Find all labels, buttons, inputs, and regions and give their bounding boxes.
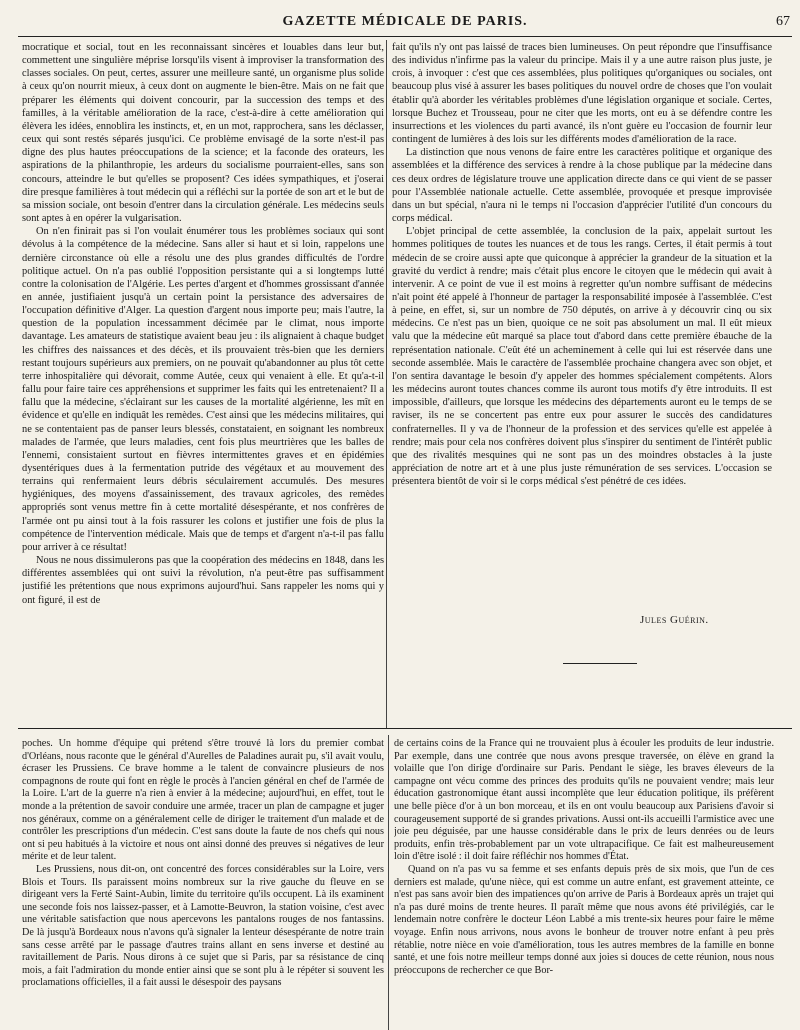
paragraph: poches. Un homme d'équipe qui prétend s'être trouvé là lors du premier combat d'Orléans, nous raconte que le général d'Aurelles de Paladines aurait pu, s'il avait voulu, écraser les Prussiens. Ce brave homme a le talent de convaincre plusieurs de nos compagnons de route qui font en règle le procès à l'ancien général en chef de l'armée de la Loire. L'art de la guerre n'a rien à envier à la médecine; aujourd'hui, en effet, tout le monde a la prétention de savoir conduire une armée, tracer un plan de campagne et juger nos généraux, comme on a généralement celle de diriger le traitement d'un malade et de contrôler les prescriptions d'un médecin. C'est sans doute la faute de nos chefs qui nous ont si peu habitués à la victoire et nous ont ainsi donné des preuves si négatives de leur mérite et de leur talent. <box>22 738 384 863</box>
paragraph: de certains coins de la France qui ne trouvaient plus à écouler les produits de leur industrie. Par exemple, dans une contrée que nous avons presque traversée, on élève en grand la volaille que l'on dirige d'ordinaire sur Paris. Pendant le siège, les braves éleveurs de la campagne ont vécu comme des princes des produits qu'ils ne pouvaient vendre; mais leur éducation gastronomique étant aussi incomplète que leur éducation politique, ils préfèrent une belle pièce d'or à un bon morceau, et ils en ont voulu beaucoup aux Parisiens d'avoir si courageusement supporté de si grandes privations. Aussi ont-ils accueilli l'armistice avec une joie peu déguisée, par une hausse considérable dans le prix de leurs denrées ou de leurs produits, enfin très-probablement par un vote ultrapacifique. Ce fait est malheureusement loin d'être isolé : il doit faire réfléchir nos hommes d'État. <box>394 738 774 863</box>
page-number: 67 <box>776 14 790 29</box>
paragraph: La distinction que nous venons de faire entre les caractères politique et organique des assemblées et la différence des services à rendre à la chose publique par la médecine dans ces deux ordres de législature trouve une application directe dans ce qui vient de se passer pour l'Assemblée nationale actuelle. Cette assemblée, provoquée et presque improvisée dans un but spécial, n'aura ni le temps ni l'occasion d'apprécier l'utilité d'un concours du corps médical. <box>392 147 772 225</box>
header-rule <box>18 36 792 37</box>
column-left-upper <box>22 41 384 724</box>
paragraph: fait qu'ils n'y ont pas laissé de traces bien lumineuses. On peut répondre que l'insuffisance des individus n'infirme pas la valeur du principe. Mais il y a une autre raison plus juste, je crois, à invoquer : c'est que ces assemblées, plus politiques qu'organiques ou sociales, ont beaucoup plus visé à assurer les bases politiques du nouvel ordre de choses que l'on voulait établir qu'à aborder les véritables problèmes d'une législation organique et sociale. Certes, lorsque Buchez et Trousseau, pour ne citer que les morts, ont eu à se défendre contre les insurrections et les violences du parti avancé, ils n'ont guère eu l'occasion de fournir leur contingent de lumières à des lois sur les différents modes d'amélioration de la race. <box>392 42 772 146</box>
journal-title: GAZETTE MÉDICALE DE PARIS. <box>282 14 528 29</box>
column-right-lower <box>394 738 774 1028</box>
paragraph: mocratique et social, tout en les reconnaissant sincères et louables dans leur but, commettent une singulière méprise lorsqu'ils visent à improviser la transformation des classes sociales. On peut, certes, assurer une meilleure santé, un organisme plus solide à ceux qu'on nourrit mieux, à ceux dont on augmente le bien-être. Mais on ne fait que préparer les éléments qui doivent concourir, par la succession des temps et des familles, à la véritable amélioration de la race, c'est-à-dire à cette amélioration qui élèvera les idées, ennoblira les instincts, et, en un mot, rapprochera, sans les déclasser, ceux qui sont restés séparés jusqu'ici. Ce problème envisagé de la sorte n'est-il pas digne des plus hautes préoccupations de la science; et la faconde des orateurs, les aspirations de la philanthropie, les ardeurs du socialisme pourraient-elles, sans son concours, atteindre le but qu'elles se proposent? Ces idées sympathiques, et j'oserai dire presque familières à tout médecin qui a réfléchi sur la portée de son art et le but de sa mission sociale, ont besoin d'entrer dans la circulation générale. Les médecins seuls sont aptes à en opérer la vulgarisation. <box>22 42 384 225</box>
paragraph: On n'en finirait pas si l'on voulait énumérer tous les problèmes sociaux qui sont dévolus à la compétence de la médecine. Sans aller si haut et si loin, rappelons une dernière circonstance où elle a résolu une des plus grandes difficultés de l'ordre politique actuel. On n'a pas oublié l'opposition persistante qui a si longtemps lutté contre la colonisation de l'Algérie. Les pertes d'argent et d'hommes grossissant d'année en année, justifiaient jusqu'à un certain point la persistance des adversaires de l'occupation définitive d'Alger. La question d'argent nous importe peu; mais l'autre, la question de la population incessamment décimée par le climat, nous importe davantage. Les amateurs de statistique avaient beau jeu : ils alignaient à chaque budget les chiffres des naissances et des décès, et ils prouvaient très-bien que les derniers restant toujours supérieurs aux premiers, on ne pouvait qu'abandonner au plus tôt cette terre inhospitalière qui dévorait, comme Autée, ceux qui venaient à elle. Et qu'a-t-il fallu pour faire taire ces appréhensions et supprimer les faits qui les entretenaient? Il a fallu que la médecine, s'éclairant sur les causes de la mortalité algérienne, les mît en évidence et qu'elle en indiquât les remèdes. C'est ainsi que les médecins militaires, qui ne se contentaient pas de panser leurs blessés, constataient, en soignant les nombreux malades de l'armée, que leurs maladies, cent fois plus meurtrières que les balles de l'ennemi, consistaient surtout en fièvres intermittentes graves et en épidémies dysentériques dues à la fermentation putride des végétaux et au mouvement des terrains qui renfermaient leurs débris séculairement accumulés. Des mesures hygiéniques, des moyens d'assainissement, des travaux agricoles, des remèdes appropriés sont venus mettre fin à cette mortalité désespérante, et nos confrères de l'armée ont pu ainsi tout à la fois rassurer les colons et justifier une fois de plus la compétence de l'intervention médicale. Mais que de temps et d'argent n'a-t-il pas fallu pour arriver à ce résultat! <box>22 226 384 553</box>
author-signature: Jules Guérin. <box>640 614 709 626</box>
feuilleton-rule <box>18 728 792 729</box>
column-right-upper <box>392 41 772 621</box>
section-separator <box>563 663 637 664</box>
column-divider <box>386 40 387 728</box>
paragraph: L'objet principal de cette assemblée, la conclusion de la paix, appelait surtout les hommes politiques de toutes les nuances et de tous les rangs. Certes, il était permis à tout médecin de se croire aussi apte que quiconque à apprécier la grandeur de la situation et la gravité du verdict à rendre; mais c'était plus encore le citoyen que le médecin qui avait à intervenir. A ce point de vue il est moins à regretter qu'un nombre suffisant de médecins n'ait point été appelé à l'honneur de partager la responsabilité imposée à l'assemblée. C'est à peine, en effet, si, sur un nombre de 750 députés, on arrive à y découvrir cinq ou six médecins. Ce n'est pas un bien, quoique ce ne soit pas absolument un mal. Il eût mieux valu que la médecine eût marqué sa place tout d'abord dans cette première ébauche de la représentation nationale. C'eût été un acheminement à celle qui lui est réservée dans une seconde assemblée. Mais le caractère de l'assemblée prochaine changera avec son objet, et l'on sentira davantage le besoin d'y appeler des hommes spécialement compétents. Alors les médecins auront toutes chances comme ils auront tous motifs d'y être introduits. Il est impossible, d'ailleurs, que lorsque les médecins des départements auront eu le temps de se raviser, ils ne se concertent pas entre eux pour assurer le succès des candidatures confraternelles. Il y va de l'honneur de la profession et des services qu'elle est appelée à rendre; mais pour cela nos confrères doivent plus s'inspirer du sentiment de l'intérêt public que des rivalités mesquines qui ne sont pas un des moindres obstacles à la juste appréciation de notre art et à une plus juste rémunération de ses services. L'occasion se présentera bientôt de voir si le corps médical s'est pénétré de ces idées. <box>392 226 772 488</box>
column-divider-lower <box>388 735 389 1030</box>
paragraph: Les Prussiens, nous dit-on, ont concentré des forces considérables sur la Loire, vers Blois et Tours. Ils paraissent moins nombreux sur la rive gauche du fleuve en se dirigeant vers la Ferté Saint-Aubin, limite du territoire qu'ils occupent. Là ils examinent une seconde fois nos laissez-passer, et à Lamotte-Beuvron, la station voisine, c'est avec une véritable satisfaction que nous apercevons les pantalons rouges de nos fantassins. De là jusqu'à Bordeaux nous n'avons qu'à signaler la lenteur désespérante de notre train sans cesse arrêté par le passage d'autres trains allant en sens inverse et destiné au ravitaillement de Paris. Nous dirons à ce sujet que si Paris, par sa résistance de cinq mois, a fait l'admiration du monde entier ainsi que se sont plu à le répéter si souvent les proclamations officielles, il a fait aussi le désespoir des paysans <box>22 863 384 989</box>
paragraph: Quand on n'a pas vu sa femme et ses enfants depuis près de six mois, que l'un de ces derniers est malade, qu'une nièce, qui est comme un autre enfant, est gravement atteinte, ce n'est pas sans avoir bien des impatiences qu'on arrive de Paris à Bordeaux après un trajet qui n'a pas duré moins de trente heures. Il paraît même que nous avons été privilégiés, car le lendemain notre confrère le docteur Léon Labbé a mis trente-six heures pour faire le même voyage. Enfin nous arrivons, nous avons le bonheur de trouver notre enfant à peu près rétablie, notre nièce en voie d'amélioration, tous les autres membres de la famille en bonne santé, et une fois notre meilleur temps donné aux joies si douces de cette réunion, nous nous préoccupons de rechercher ce que Bor- <box>394 863 774 976</box>
column-left-lower <box>22 738 384 1028</box>
page-header <box>18 14 792 36</box>
paragraph: Nous ne nous dissimulerons pas que la coopération des médecins en 1848, dans les différentes assemblées qui ont suivi la révolution, n'a peut-être pas suffisamment justifié les prétentions que nous exprimons aujourd'hui. Sans rappeler les noms qui y ont figuré, il est de <box>22 555 384 606</box>
